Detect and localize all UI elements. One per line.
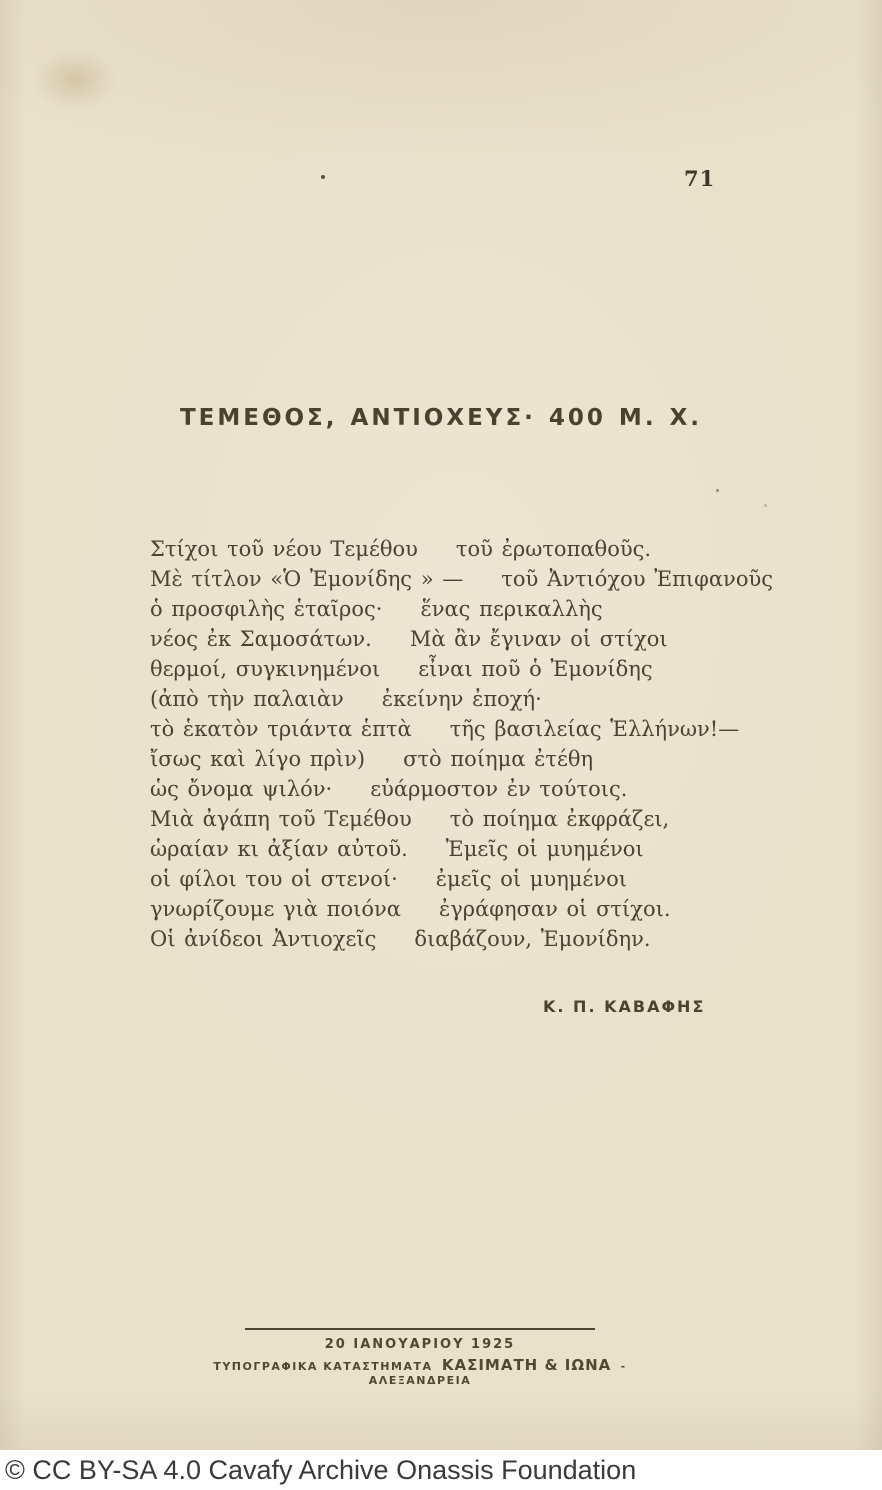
hemistich-left: Μὲ τίτλον «Ὁ Ἐμονίδης » —	[150, 567, 464, 591]
hemistich-right: τοῦ ἐρωτοπαθοῦς.	[455, 537, 652, 561]
printer-line	[160, 1356, 680, 1387]
poem-line	[150, 684, 790, 714]
paper-speck	[764, 504, 767, 507]
paper-speck	[716, 489, 719, 492]
hemistich-right: τὸ ποίημα ἐκφράζει,	[449, 807, 670, 831]
poem-line	[150, 714, 790, 744]
page-number: 71	[684, 166, 716, 191]
colophon-rule	[245, 1328, 595, 1330]
poem-line	[150, 744, 790, 774]
poem-line	[150, 804, 790, 834]
poem-line	[150, 924, 790, 954]
poem-line	[150, 624, 790, 654]
hemistich-left: ὡς ὄνομα ψιλόν·	[150, 777, 333, 801]
hemistich-right: εἶναι ποῦ ὁ Ἐμονίδης	[418, 657, 653, 681]
hemistich-right: εὐάρμοστον ἐν τούτοις.	[370, 777, 628, 801]
hemistich-right: Μὰ ἂν ἔγιναν οἱ στίχοι	[409, 627, 668, 651]
poem-line	[150, 834, 790, 864]
hemistich-right: τῆς βασιλείας Ἑλλήνων!—	[449, 717, 740, 741]
poem-line	[150, 594, 790, 624]
hemistich-right: ἕνας περικαλλὴς	[420, 597, 603, 621]
hemistich-right: ἐκείνην ἐποχή·	[381, 687, 542, 711]
hemistich-right: στὸ ποίημα ἐτέθη	[403, 747, 594, 771]
hemistich-right: ἐγράφησαν οἱ στίχοι.	[438, 897, 671, 921]
hemistich-right: ἐμεῖς οἱ μυημένοι	[435, 867, 627, 891]
author-signature: Κ. Π. ΚΑΒΑΦΗΣ	[543, 997, 706, 1016]
poem-line	[150, 654, 790, 684]
hemistich-left: ὁ προσφιλὴς ἑταῖρος·	[150, 597, 383, 621]
print-date: 20 ΙΑΝΟΥΑΡΙΟΥ 1925	[324, 1337, 516, 1352]
hemistich-left: ἴσως καὶ λίγο πρὶν)	[150, 747, 366, 771]
poem-line	[150, 564, 790, 594]
poem-line	[150, 774, 790, 804]
hemistich-left: Μιὰ ἀγάπη τοῦ Τεμέθου	[150, 807, 412, 831]
printer-prefix: ΤΥΠΟΓΡΑΦΙΚΑ ΚΑΤΑΣΤΗΜΑΤΑ	[213, 1360, 433, 1373]
hemistich-left: γνωρίζουμε γιὰ ποιόνα	[150, 897, 401, 921]
hemistich-right: τοῦ Ἀντιόχου Ἐπιφανοῦς	[501, 567, 773, 591]
hemistich-left: (ἀπὸ τὴν παλαιὰν	[150, 687, 344, 711]
hemistich-left: θερμοί, συγκινημένοι	[150, 657, 381, 681]
poem-body	[150, 534, 790, 954]
hemistich-left: οἱ φίλοι του οἱ στενοί·	[150, 867, 398, 891]
license-bar	[0, 1450, 882, 1490]
printer-name: ΚΑΣΙΜΑΤΗ & ΙΩΝΑ	[441, 1356, 612, 1374]
hemistich-left: νέος ἐκ Σαμοσάτων.	[150, 627, 372, 651]
printer-suffix: - ΑΛΕΞΑΝΔΡΕΙΑ	[368, 1360, 627, 1387]
colophon	[160, 1328, 680, 1387]
hemistich-right: Ἐμεῖς οἱ μυημένοι	[445, 837, 644, 861]
poem-line	[150, 534, 790, 564]
hemistich-left: ὡραίαν κι ἀξίαν αὐτοῦ.	[150, 837, 408, 861]
poem-line	[150, 894, 790, 924]
hemistich-right: διαβάζουν, Ἐμονίδην.	[414, 927, 651, 951]
hemistich-left: τὸ ἑκατὸν τριάντα ἑπτὰ	[150, 717, 412, 741]
license-text: © CC BY-SA 4.0 Cavafy Archive Onassis Foundation	[5, 1454, 637, 1485]
hemistich-left: Στίχοι τοῦ νέου Τεμέθου	[150, 537, 418, 561]
poem-line	[150, 864, 790, 894]
poem-title: ΤΕΜΕΘΟΣ, ΑΝΤΙΟΧΕΥΣ· 400 Μ. Χ.	[179, 405, 703, 431]
paper-speck	[321, 175, 325, 179]
hemistich-left: Οἱ ἀνίδεοι Ἀντιοχεῖς	[150, 927, 377, 951]
